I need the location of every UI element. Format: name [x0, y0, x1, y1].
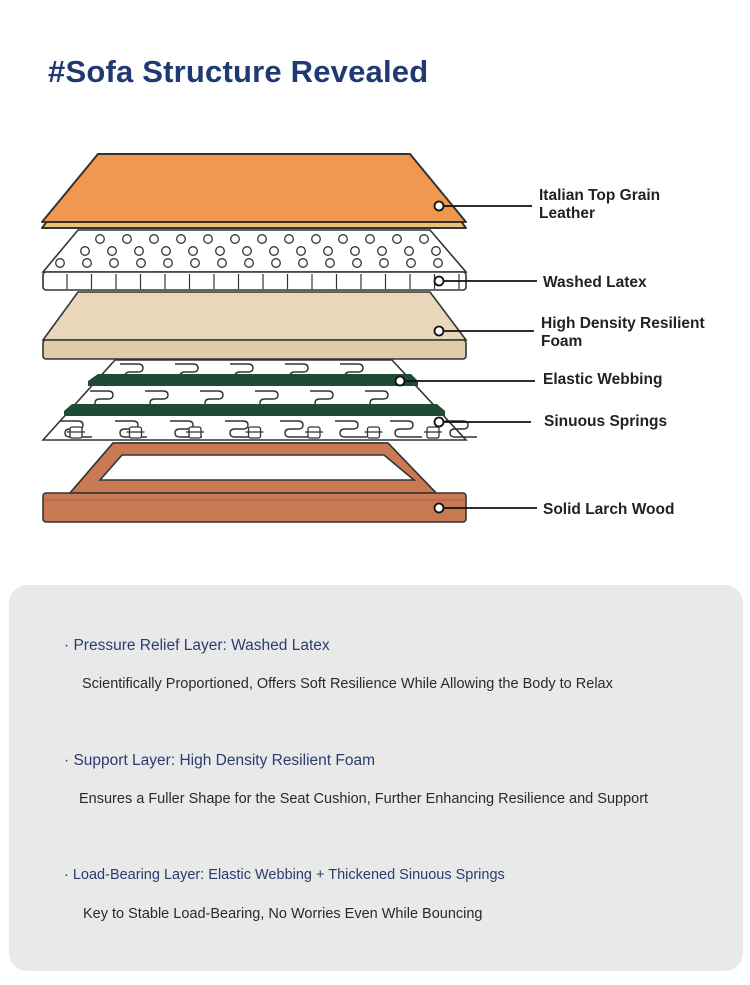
info-heading-pressure: · Pressure Relief Layer: Washed Latex: [64, 637, 330, 654]
callout-leather-line2: Leather: [539, 205, 595, 222]
callout-foam: [541, 315, 705, 351]
callout-foam-line2: Foam: [541, 333, 583, 350]
callout-dot-leather: [435, 202, 444, 211]
info-heading-load: · Load-Bearing Layer: Elastic Webbing + Thickened Sinuous Springs: [64, 867, 505, 883]
callout-dot-webbing: [396, 377, 405, 386]
callout-latex: Washed Latex: [543, 274, 647, 291]
callout-dot-wood: [435, 504, 444, 513]
leather-layer: [42, 154, 466, 228]
info-body-support: Ensures a Fuller Shape for the Seat Cushion, Further Enhancing Resilience and Support: [79, 791, 649, 807]
wood-frame-layer: [43, 443, 466, 522]
callout-dot-springs: [435, 418, 444, 427]
foam-layer: [43, 292, 466, 359]
page-title: #Sofa Structure Revealed: [48, 54, 429, 89]
layer-info-panel: [9, 585, 743, 971]
springs-layer: [43, 360, 477, 440]
callout-leather: [539, 187, 660, 223]
latex-layer: [43, 230, 466, 290]
callout-webbing: Elastic Webbing: [543, 371, 663, 388]
callout-leather-line1: Italian Top Grain: [539, 187, 661, 204]
callout-springs: Sinuous Springs: [544, 413, 668, 430]
info-body-load: Key to Stable Load-Bearing, No Worries Even While Bouncing: [83, 906, 483, 922]
callout-dot-latex: [435, 277, 444, 286]
callout-wood: Solid Larch Wood: [543, 501, 675, 518]
callout-foam-line1: High Density Resilient: [541, 315, 705, 332]
info-body-pressure: Scientifically Proportioned, Offers Soft Resilience While Allowing the Body to Relax: [82, 676, 613, 692]
info-heading-support: · Support Layer: High Density Resilient Foam: [64, 752, 375, 769]
callout-dot-foam: [435, 327, 444, 336]
